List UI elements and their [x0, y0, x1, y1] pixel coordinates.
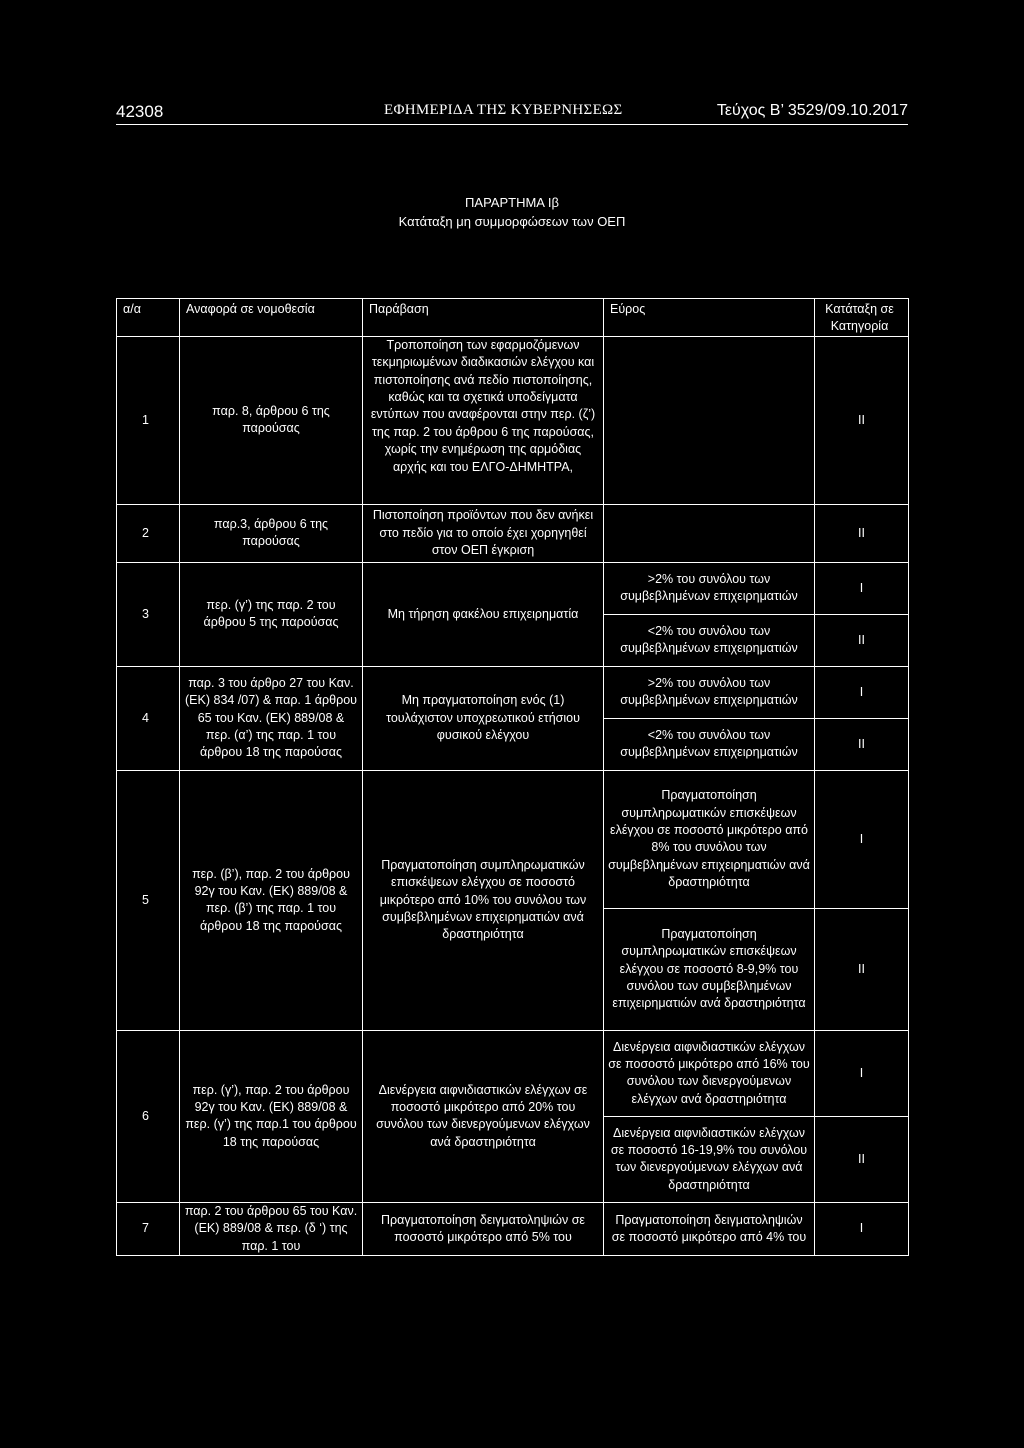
col-header-scope: Εύρος [604, 299, 815, 337]
table-row [117, 336, 909, 504]
row-scope-a: Διενέργεια αιφνιδιαστικών ελέγχων σε ποσοστό μικρότερο από 16% του συνόλου των διενεργούμενων ελέγχων ανά δραστηριότητα [604, 1030, 815, 1116]
table-row [117, 504, 909, 562]
annex-title: ΠΑΡΑΡΤΗΜΑ Ιβ [465, 195, 559, 210]
row-violation: Πιστοποίηση προϊόντων που δεν ανήκει στο πεδίο για το οποίο έχει χορηγηθεί στον ΟΕΠ έγκριση [363, 504, 604, 562]
row-violation: Μη τήρηση φακέλου επιχειρηματία [363, 562, 604, 666]
page-header [116, 100, 908, 125]
row-reference: περ. (γ’), παρ. 2 του άρθρου 92γ του Καν. (ΕΚ) 889/08 & περ. (γ’) της παρ.1 του άρθρου 18 της παρούσας [180, 1030, 363, 1202]
row-scope-b: Πραγματοποίηση συμπληρωματικών επισκέψεων ελέγχου σε ποσοστό 8-9,9% του συνόλου των συμβεβλημένων επιχειρηματιών ανά δραστηριότητα [604, 908, 815, 1030]
non-compliance-table [116, 298, 909, 1256]
table-row [117, 1030, 909, 1116]
col-header-reference: Αναφορά σε νομοθεσία [180, 299, 363, 337]
col-header-violation: Παράβαση [363, 299, 604, 337]
row-scope-b: <2% του συνόλου των συμβεβλημένων επιχειρηματιών [604, 718, 815, 770]
row-reference: παρ. 2 του άρθρου 65 του Καν. (ΕΚ) 889/08 & περ. (δ ‘) της παρ. 1 του [180, 1202, 363, 1255]
row-violation: Πραγματοποίηση δειγματοληψιών σε ποσοστό μικρότερο από 5% του [363, 1202, 604, 1255]
row-reference: παρ. 3 του άρθρο 27 του Καν. (ΕΚ) 834 /07) & παρ. 1 άρθρου 65 του Καν. (ΕΚ) 889/08 & περ. (α’) της παρ. 1 του άρθρου 18 της παρούσας [180, 666, 363, 770]
row-reference: περ. (β’), παρ. 2 του άρθρου 92γ του Καν. (ΕΚ) 889/08 & περ. (β’) της παρ. 1 του άρθρου 18 της παρούσας [180, 770, 363, 1030]
row-category-b: ΙΙ [815, 908, 909, 1030]
row-number: 1 [117, 336, 180, 504]
table-row [117, 1202, 909, 1255]
row-number: 2 [117, 504, 180, 562]
row-category-b: ΙΙ [815, 1116, 909, 1202]
col-header-category: Κατάταξη σε Κατηγορία [815, 299, 909, 337]
row-scope: Πραγματοποίηση δειγματοληψιών σε ποσοστό μικρότερο από 4% του [604, 1202, 815, 1255]
row-violation: Τροποποίηση των εφαρμοζόμενων τεκμηριωμένων διαδικασιών ελέγχου και πιστοποίησης ανά πεδίο πιστοποίησης, καθώς και τα σχετικά υποδείγματα εντύπων που αναφέρονται στην περ. (ζ’) της παρ. 2 του άρθρου 6 της παρούσας, χωρίς την ενημέρωση της αρμόδιας αρχής και του ΕΛΓΟ-ΔΗΜΗΤΡΑ, [363, 336, 604, 504]
row-scope-a: >2% του συνόλου των συμβεβλημένων επιχειρηματιών [604, 562, 815, 614]
table-row [117, 666, 909, 718]
gazette-title: ΕΦΗΜΕΡΙΔΑ ΤΗΣ ΚΥΒΕΡΝΗΣΕΩΣ [384, 102, 623, 118]
row-category-a: Ι [815, 770, 909, 908]
row-reference: περ. (γ’) της παρ. 2 του άρθρου 5 της παρούσας [180, 562, 363, 666]
row-scope [604, 504, 815, 562]
row-number: 5 [117, 770, 180, 1030]
page-number: 42308 [116, 102, 164, 121]
annex-subtitle: Κατάταξη μη συμμορφώσεων των ΟΕΠ [398, 214, 626, 229]
row-category-a: Ι [815, 562, 909, 614]
table-row [117, 562, 909, 614]
row-violation: Διενέργεια αιφνιδιαστικών ελέγχων σε ποσοστό μικρότερο από 20% του συνόλου των διενεργούμενων ελέγχων ανά δραστηριότητα [363, 1030, 604, 1202]
row-scope-a: >2% του συνόλου των συμβεβλημένων επιχειρηματιών [604, 666, 815, 718]
row-scope-b: Διενέργεια αιφνιδιαστικών ελέγχων σε ποσοστό 16-19,9% του συνόλου των διενεργούμενων ελέγχων ανά δραστηριότητα [604, 1116, 815, 1202]
row-reference: παρ.3, άρθρου 6 της παρούσας [180, 504, 363, 562]
row-scope-a: Πραγματοποίηση συμπληρωματικών επισκέψεων ελέγχου σε ποσοστό μικρότερο από 8% του συνόλου των συμβεβλημένων επιχειρηματιών ανά δραστηριότητα [604, 770, 815, 908]
row-category: ΙΙ [815, 504, 909, 562]
row-category-b: ΙΙ [815, 614, 909, 666]
row-category: ΙΙ [815, 336, 909, 504]
col-header-num: α/α [117, 299, 180, 337]
table-row [117, 770, 909, 908]
table-header-row [117, 299, 909, 337]
row-number: 7 [117, 1202, 180, 1255]
row-violation: Πραγματοποίηση συμπληρωματικών επισκέψεων ελέγχου σε ποσοστό μικρότερο από 10% του συνόλου των συμβεβλημένων επιχειρηματιών ανά δραστηριότητα [363, 770, 604, 1030]
annex-heading [116, 193, 908, 231]
row-number: 3 [117, 562, 180, 666]
row-violation: Μη πραγματοποίηση ενός (1) τουλάχιστον υποχρεωτικού ετήσιου φυσικού ελέγχου [363, 666, 604, 770]
row-category-b: ΙΙ [815, 718, 909, 770]
row-scope [604, 336, 815, 504]
row-reference: παρ. 8, άρθρου 6 της παρούσας [180, 336, 363, 504]
row-number: 4 [117, 666, 180, 770]
row-category-a: Ι [815, 666, 909, 718]
row-number: 6 [117, 1030, 180, 1202]
row-category-a: Ι [815, 1030, 909, 1116]
issue-info: Τεύχος Β’ 3529/09.10.2017 [716, 102, 908, 119]
row-category: Ι [815, 1202, 909, 1255]
row-scope-b: <2% του συνόλου των συμβεβλημένων επιχειρηματιών [604, 614, 815, 666]
